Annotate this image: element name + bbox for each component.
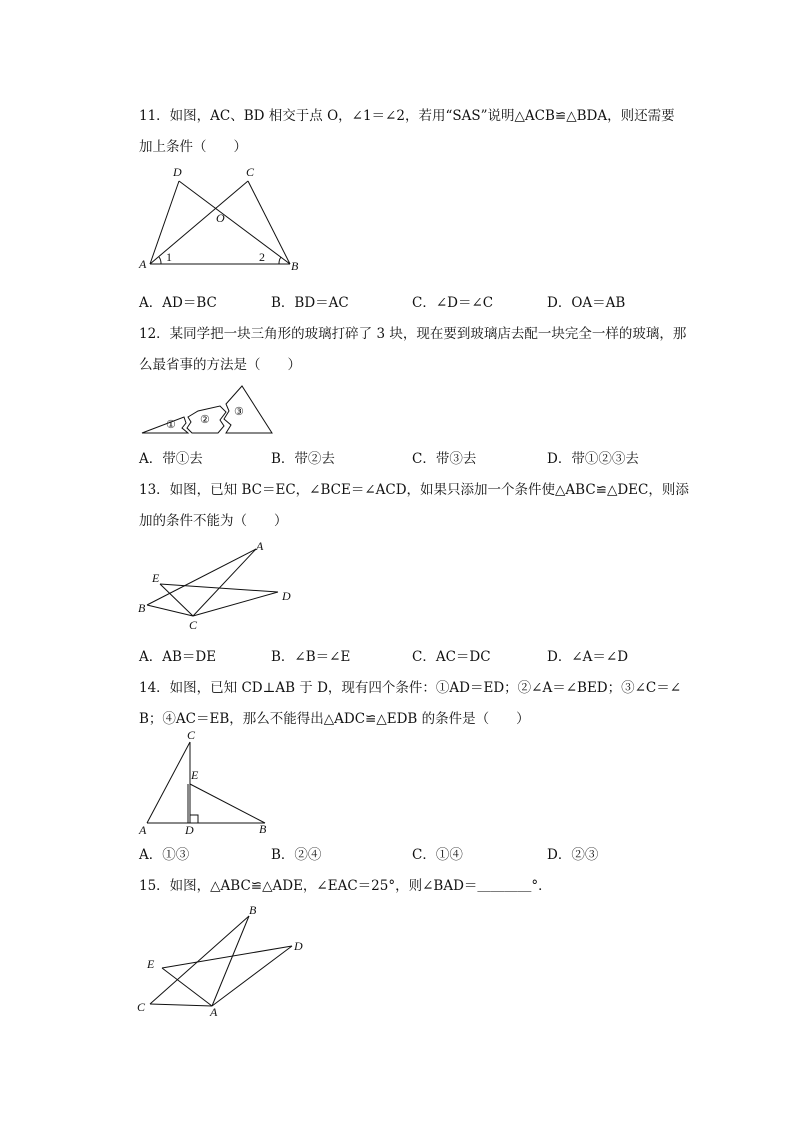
q11-label-angle-1: 1 — [166, 250, 172, 264]
figure-q14 — [132, 727, 277, 839]
q15-label-d: D — [294, 939, 303, 953]
q11-label-o: O — [216, 211, 225, 225]
q11-label-c: C — [246, 165, 255, 179]
question-15-line-1: 15．如图，△ABC≌△ADE，∠EAC＝25°，则∠BAD＝＿＿＿＿°． — [139, 878, 552, 894]
q12-option-c: C．带③去 — [412, 451, 477, 467]
q12-option-b: B．带②去 — [271, 451, 335, 467]
question-14-line-1: 14．如图，已知 CD⊥AB 于 D，现有四个条件：①AD＝ED；②∠A＝∠BED；③∠C＝∠ — [139, 680, 682, 696]
q12-piece-1-label: ① — [166, 419, 176, 431]
q11-label-a: A — [139, 257, 147, 271]
figure-q15 — [130, 898, 315, 1023]
q14-option-b: B．②④ — [271, 847, 322, 863]
q14-label-e: E — [191, 768, 199, 782]
question-12-line-2: 么最省事的方法是（ ） — [139, 357, 301, 373]
q11-option-a: A．AD＝BC — [139, 295, 217, 311]
q12-piece-3-label: ③ — [234, 406, 244, 418]
q15-label-b: B — [249, 903, 257, 917]
q12-piece-2-label: ② — [200, 414, 210, 426]
question-13-line-2: 加的条件不能为（ ） — [139, 513, 288, 529]
q14-label-c: C — [187, 728, 196, 742]
question-12-line-1: 12．某同学把一块三角形的玻璃打碎了 3 块，现在要到玻璃店去配一块完全一样的玻璃，那 — [139, 326, 687, 342]
q12-option-a: A．带①去 — [139, 451, 203, 467]
question-14-line-2: B；④AC＝EB，那么不能得出△ADC≌△EDB 的条件是（ ） — [139, 711, 530, 727]
q13-option-c: C．AC＝DC — [412, 649, 491, 665]
question-11-line-2: 加上条件（ ） — [139, 139, 247, 155]
q11-option-d: D．OA＝AB — [547, 295, 626, 311]
q12-option-d: D．带①②③去 — [547, 451, 639, 467]
q13-option-b: B．∠B＝∠E — [271, 649, 351, 665]
q14-label-d: D — [185, 823, 194, 837]
figure-q13 — [132, 538, 302, 634]
q11-option-c: C．∠D＝∠C — [412, 295, 494, 311]
q11-label-d: D — [173, 165, 182, 179]
q13-label-c: C — [189, 618, 198, 632]
q11-label-b: B — [291, 259, 299, 273]
figure-q11 — [130, 160, 310, 280]
q14-label-b: B — [259, 822, 267, 836]
q14-option-d: D．②③ — [547, 847, 599, 863]
q14-option-c: C．①④ — [412, 847, 463, 863]
q15-label-e: E — [147, 957, 155, 971]
question-13-line-1: 13．如图，已知 BC＝EC，∠BCE＝∠ACD，如果只添加一个条件使△ABC≌△DEC，则添 — [139, 482, 689, 498]
q13-label-b: B — [138, 601, 146, 615]
q15-label-a: A — [210, 1005, 218, 1019]
q14-option-a: A．①③ — [139, 847, 190, 863]
q13-option-d: D．∠A＝∠D — [547, 649, 629, 665]
q13-label-a: A — [256, 539, 264, 553]
q13-label-d: D — [282, 589, 291, 603]
q13-option-a: A．AB＝DE — [139, 649, 217, 665]
question-11-line-1: 11．如图，AC、BD 相交于点 O，∠1＝∠2，若用“SAS”说明△ACB≌△BDA，则还需要 — [139, 108, 675, 124]
q13-label-e: E — [152, 571, 160, 585]
q11-option-b: B．BD＝AC — [271, 295, 349, 311]
q15-label-c: C — [137, 1000, 146, 1014]
q11-label-angle-2: 2 — [259, 250, 265, 264]
q14-label-a: A — [139, 823, 147, 837]
figure-q12 — [138, 380, 283, 440]
